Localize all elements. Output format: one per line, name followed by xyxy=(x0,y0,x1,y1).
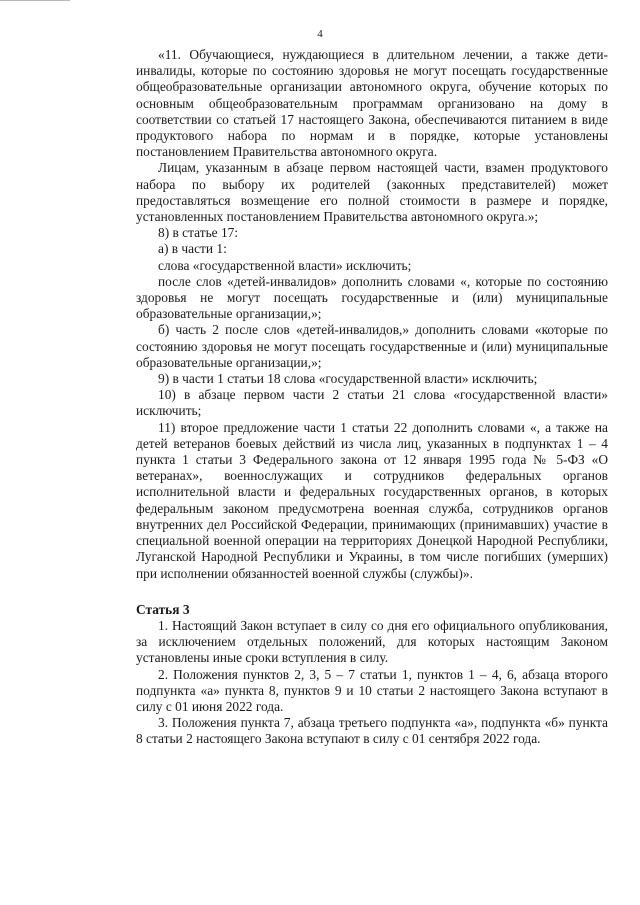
paragraph-subitem-a: а) в части 1: xyxy=(158,241,227,257)
article-3-heading: Статья 3 xyxy=(136,601,190,617)
paragraph-add-words: после слов «детей-инвалидов» дополнить словами «, которые по состоянию здоровья не могут посещать государственные и (или) муниципальные образовательные организации,»; xyxy=(136,273,608,322)
paragraph-item-11-amendment: 11) второе предложение части 1 статьи 22 дополнить словами «, а также на детей ветеранов боевых действий из числа лиц, указанных в подпунктах 1 – 4 пункта 1 статьи 3 Федерального закона от 12 января 1995 года № 5-ФЗ «О ветеранах», военнослужащих и сотрудников федеральных органов исполнительной власти и федеральных государственных органов, в которых федеральным законом предусмотрена военная служба, сотрудников органов внутренних дел Российской Федерации, принимающих (принимавших) участие в специальной военной операции на территориях Донецкой Народной Республики, Луганской Народной Республики и Украины, в том числе погибших (умерших) при исполнении обязанностей военной службы (службы)». xyxy=(136,419,608,581)
scan-edge-line xyxy=(0,0,70,1)
paragraph-item-11: «11. Обучающиеся, нуждающиеся в длительном лечении, а также дети-инвалиды, которые по состоянию здоровья не могут посещать государственные общеобразовательные организации автономного округа, обучение которых по основным общеобразовательным программам организовано на дому в соответствии со статьей 17 настоящего Закона, обеспечиваются питанием в виде продуктового набора по нормам и в порядке, которые установлены постановлением Правительства автономного округа. xyxy=(136,47,608,160)
document-body xyxy=(136,47,608,748)
paragraph-item-9: 9) в части 1 статьи 18 слова «государственной власти» исключить; xyxy=(158,371,538,387)
paragraph-item-10: 10) в абзаце первом части 2 статьи 21 слова «государственной власти» исключить; xyxy=(136,387,608,419)
paragraph-item-8: 8) в статье 17: xyxy=(158,225,239,241)
paragraph-exclude-words: слова «государственной власти» исключить; xyxy=(158,257,412,273)
paragraph-subitem-b: б) часть 2 после слов «детей-инвалидов,» дополнить словами «которые по состоянию здоровья не могут посещать государственные и (или) муниципальные образовательные организации,»; xyxy=(136,322,608,370)
article-3-clause-2: 2. Положения пунктов 2, 3, 5 – 7 статьи 1, пунктов 1 – 4, 6, абзаца второго подпункта «а» пункта 8, пунктов 9 и 10 статьи 2 настоящего Закона вступают в силу с 01 июня 2022 года. xyxy=(136,666,608,714)
article-3-clause-1: 1. Настоящий Закон вступает в силу со дня его официального опубликования, за исключением отдельных положений, для которых настоящим Законом установлены иные сроки вступления в силу. xyxy=(136,617,608,666)
page-number: 4 xyxy=(317,28,323,40)
paragraph-compensation: Лицам, указанным в абзаце первом настоящей части, взамен продуктового набора по выбору их родителей (законных представителей) может предоставляться возмещение его полной стоимости в размере и порядке, установленных постановлением Правительства автономного округа.»; xyxy=(136,160,608,225)
article-3-clause-3: 3. Положения пункта 7, абзаца третьего подпункта «а», подпункта «б» пункта 8 статьи 2 настоящего Закона вступают в силу с 01 сентября 2022 года. xyxy=(136,715,608,747)
